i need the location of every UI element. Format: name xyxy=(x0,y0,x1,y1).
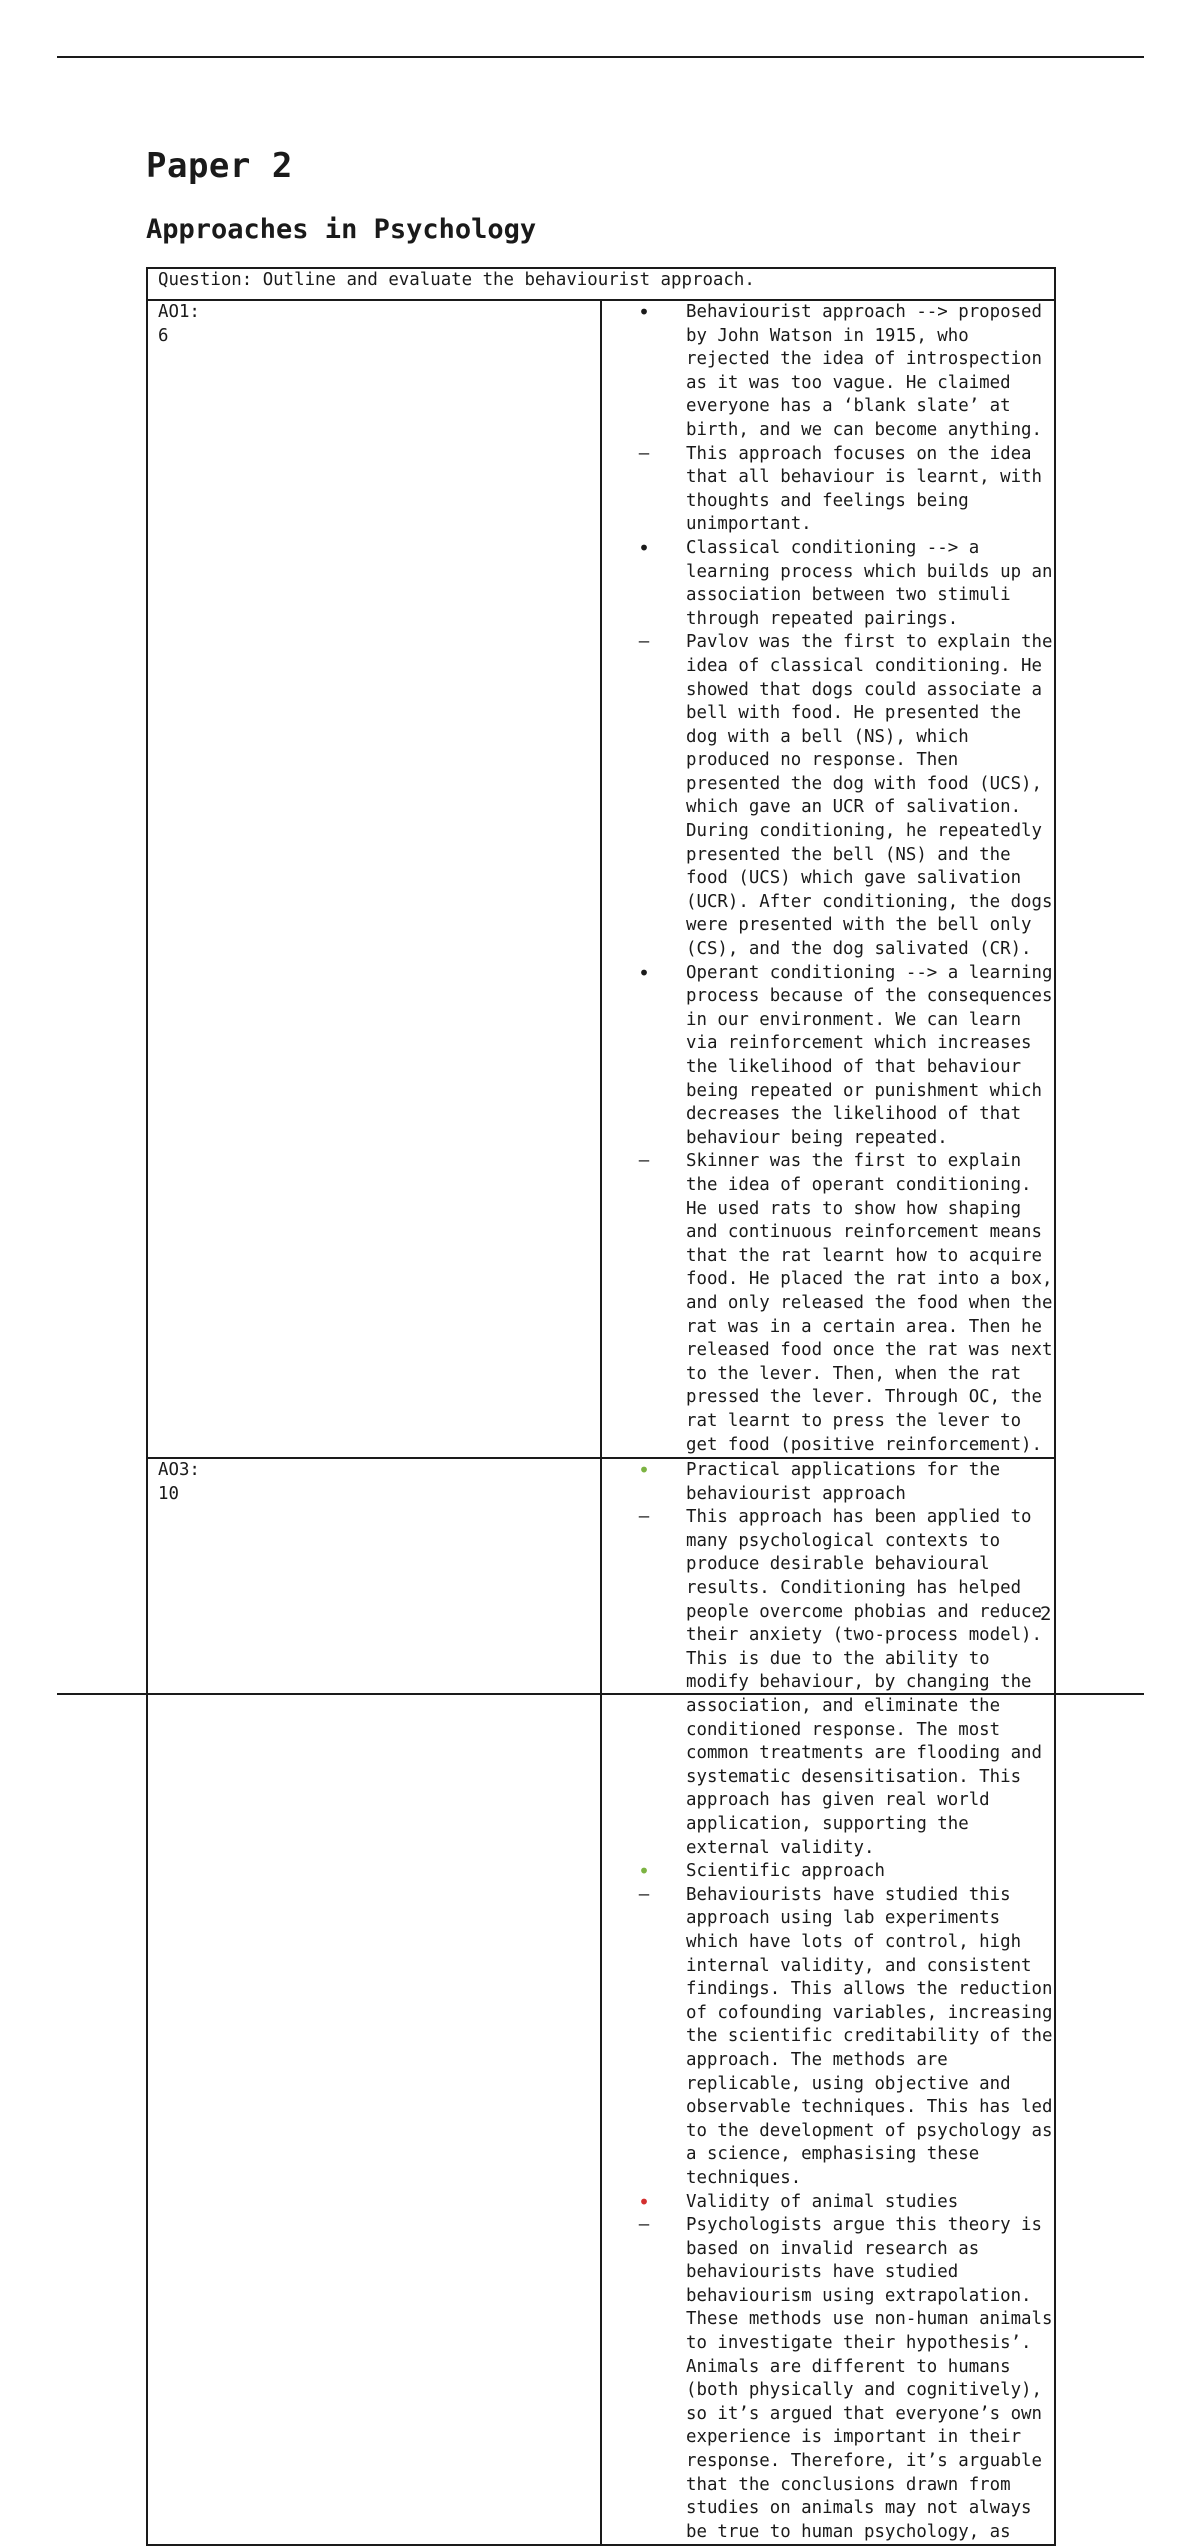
section-heading: Approaches in Psychology xyxy=(146,214,537,245)
list-item-text: Skinner was the first to explain the idea of operant conditioning. He used rats to show how shaping and continuous reinforcement means that the rat learnt how to acquire food. He placed the rat into a box, and only released the food when the rat was in a certain area. Then he released food once the rat was next to the lever. Then, when the rat pressed the lever. Through OC, the rat learnt to press the lever to get food (positive reinforcement). xyxy=(686,1151,1053,1455)
list-item-text: Practical applications for the behaviourist approach xyxy=(686,1460,1001,1504)
footer-rule xyxy=(57,1693,1144,1695)
list-item xyxy=(602,1150,1054,1457)
green-bullet-icon: • xyxy=(637,1458,651,1483)
page-title: Paper 2 xyxy=(146,146,293,186)
question-text: Question: Outline and evaluate the behaviourist approach. xyxy=(147,268,1055,300)
list-item xyxy=(602,1884,1054,2191)
list-item-text: Behaviourists have studied this approach using lab experiments which have lots of control, high internal validity, and consistent findings. This allows the reduction of cofounding variables, increasing the scientific creditability of the approach. The methods are replicable, using objective and observable techniques. This has led to the development of psychology as a science, emphasising these techniques. xyxy=(686,1884,1053,2188)
dash-marker: – xyxy=(638,1507,650,1528)
green-bullet-icon: • xyxy=(637,1859,651,1884)
list-item xyxy=(602,2214,1054,2544)
bullet-icon: • xyxy=(637,535,651,560)
bullet-icon: • xyxy=(637,960,651,985)
list-item xyxy=(602,1860,1054,1884)
ao3-row xyxy=(147,1458,1055,2545)
list-item xyxy=(602,962,1054,1151)
ao1-list xyxy=(602,301,1054,1457)
dash-marker: – xyxy=(638,1884,650,1905)
dash-marker: – xyxy=(638,1151,650,1172)
question-table xyxy=(146,267,1056,2546)
ao1-row xyxy=(147,300,1055,1458)
list-item-text: Classical conditioning --> a learning process which builds up an association between two stimuli through repeated pairings. xyxy=(686,537,1053,629)
list-item xyxy=(602,1459,1054,1506)
dash-marker: – xyxy=(638,443,650,464)
list-item xyxy=(602,1506,1054,1860)
ao3-list xyxy=(602,1459,1054,2544)
list-item-text: Validity of animal studies xyxy=(686,2191,959,2212)
list-item-text: This approach has been applied to many psychological contexts to produce desirable behavioural results. Conditioning has helped people overcome phobias and reduce their anxiety (two-process model). This is due to the ability to modify behaviour, by changing the association, and eliminate the conditioned response. The most common treatments are flooding and systematic desensitisation. This approach has given real world application, supporting the external validity. xyxy=(686,1507,1042,1858)
ao3-content xyxy=(601,1458,1055,2545)
bullet-icon: • xyxy=(637,300,651,324)
list-item xyxy=(602,631,1054,961)
dash-marker: – xyxy=(638,632,650,653)
ao1-content xyxy=(601,300,1055,1458)
list-item-text: Psychologists argue this theory is based on invalid research as behaviourists have studied behaviourism using extrapolation. These methods use non-human animals to investigate their hypothesis’. Animals are different to humans (both physically and cognitively), so it’s argued that everyone’s own experience is important in their response. Therefore, it’s arguable that the conclusions drawn from studies on animals may not always be true to human psychology, as xyxy=(686,2215,1053,2542)
page-number: 2 xyxy=(1040,1603,1052,1625)
list-item-text: Scientific approach xyxy=(686,1861,885,1882)
list-item xyxy=(602,443,1054,537)
header-rule xyxy=(57,56,1144,58)
list-item xyxy=(602,537,1054,631)
list-item xyxy=(602,2191,1054,2215)
list-item-text: Pavlov was the first to explain the idea of classical conditioning. He showed that dogs could associate a bell with food. He presented the dog with a bell (NS), which produced no response. Then presented the dog with food (UCS), which gave an UCR of salivation. During conditioning, he repeatedly presented the bell (NS) and the food (UCS) which gave salivation (UCR). After conditioning, the dogs were presented with the bell only (CS), and the dog salivated (CR). xyxy=(686,632,1053,960)
question-row xyxy=(147,268,1055,300)
ao1-label: AO1: 6 xyxy=(147,300,601,1458)
ao3-label: AO3: 10 xyxy=(147,1458,601,2545)
list-item-text: Behaviourist approach --> proposed by John Watson in 1915, who rejected the idea of introspection as it was too vague. He claimed everyone has a ‘blank slate’ at birth, and we can become anything. xyxy=(686,302,1042,440)
list-item-text: This approach focuses on the idea that all behaviour is learnt, with thoughts and feelings being unimportant. xyxy=(686,443,1042,535)
dash-marker: – xyxy=(638,2215,650,2236)
red-bullet-icon: • xyxy=(637,2189,651,2214)
list-item xyxy=(602,301,1054,443)
list-item-text: Operant conditioning --> a learning process because of the consequences in our environment. We can learn via reinforcement which increases the likelihood of that behaviour being repeated or punishment which decreases the likelihood of that behaviour being repeated. xyxy=(686,962,1053,1148)
